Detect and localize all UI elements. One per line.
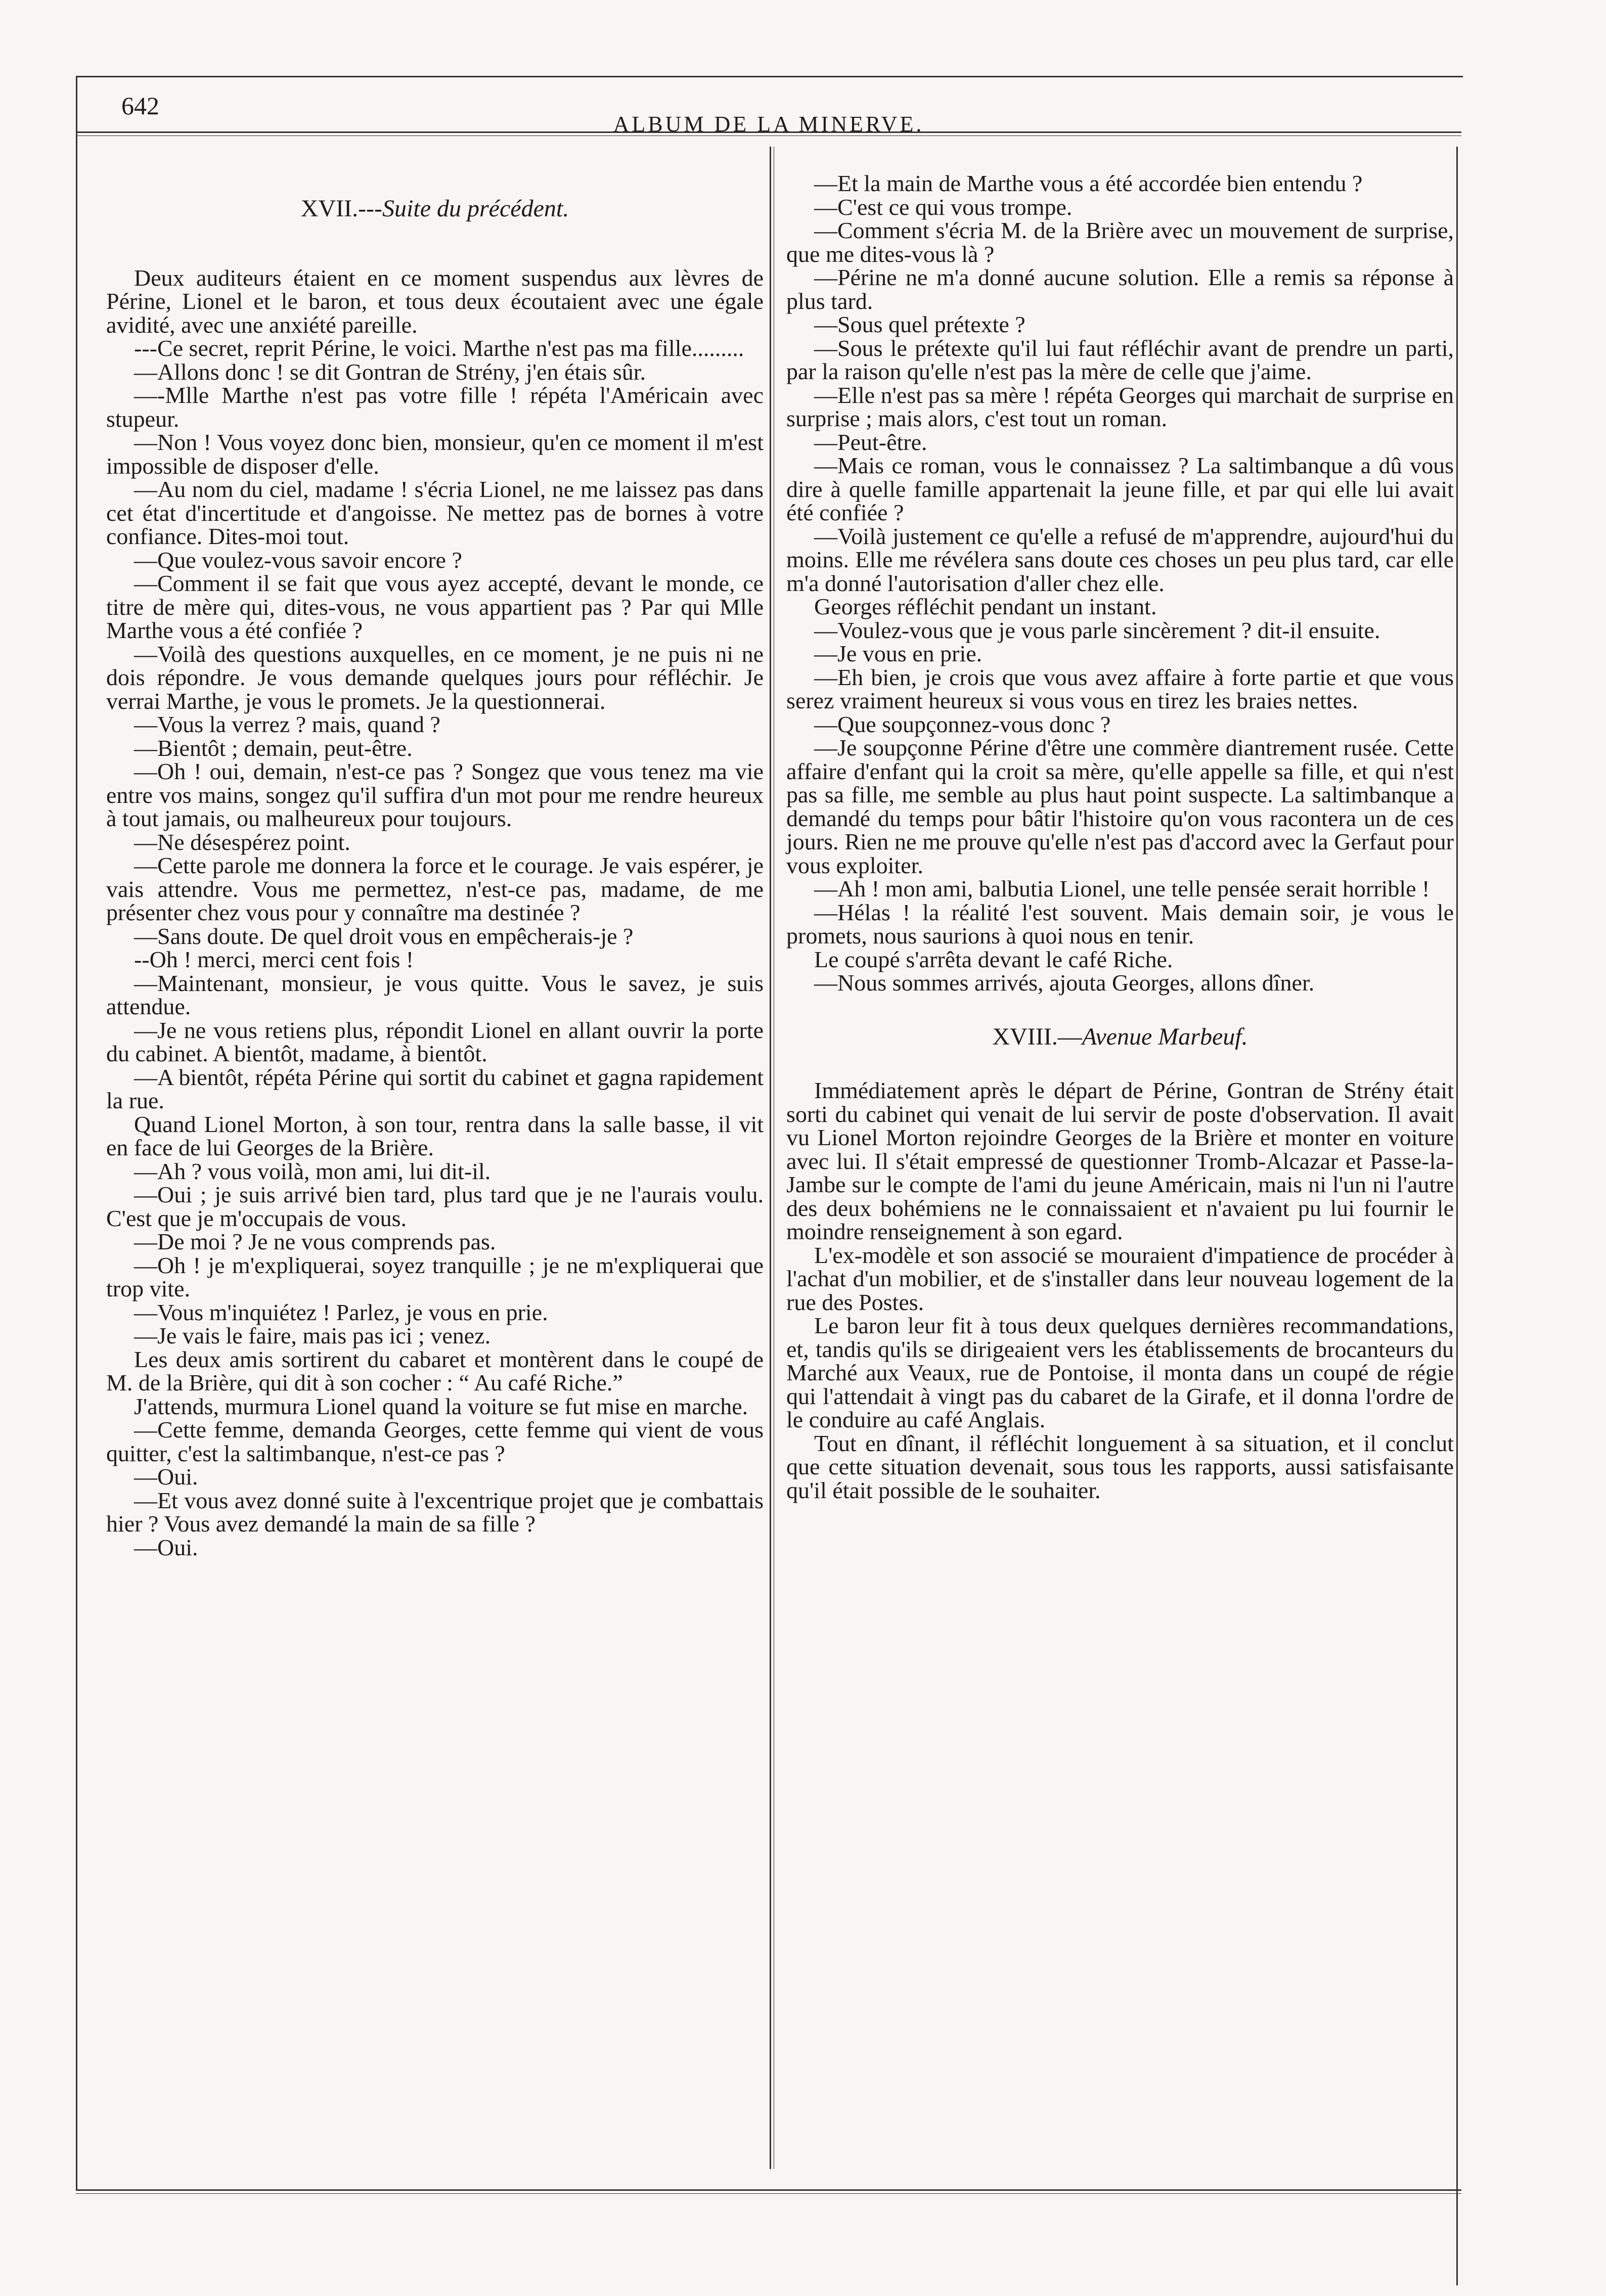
- paragraph: —Vous m'inquiétez ! Parlez, je vous en prie.: [134, 1299, 548, 1325]
- paragraph: —Oh ! oui, demain, n'est-ce pas ? Songez que vous tenez ma vie entre vos mains, songez qu'il suffira d'un mot pour me rendre heureux à tout jamais, ou malheureux pour toujours.: [106, 758, 764, 831]
- bottom-rule: [76, 2189, 1461, 2191]
- paragraph: —Je vous en prie.: [814, 641, 983, 666]
- paragraph: Tout en dînant, il réfléchit longuement à sa situation, et il conclut que cette situation devenait, sous tous les rapports, aussi satisfaisante qu'il était possible de le souhaiter.: [786, 1430, 1454, 1503]
- journal-title: ALBUM DE LA MINERVE.: [613, 112, 924, 137]
- paragraph: —Cette parole me donnera la force et le courage. Je vais espérer, je vais attendre. Vous me permettez, n'est-ce pas, madame, de me présenter chez vous pour y connaître ma destinée ?: [106, 852, 764, 925]
- section-subtitle: Avenue Marbeuf.: [1082, 1023, 1248, 1050]
- page-number: 642: [121, 92, 159, 120]
- paragraph: —Peut-être.: [814, 429, 927, 455]
- paragraph: Le baron leur fit à tous deux quelques dernières recommandations, et, tandis qu'ils se dirigeaient vers les établissements de brocanteurs du Marché aux Veaux, rue de Pontoise, il monta dans un coupé de régie qui l'attendait à vingt pas du cabaret de la Girafe, et il donna l'ordre de le conduire au café Anglais.: [786, 1313, 1454, 1432]
- paragraph: —Voulez-vous que je vous parle sincèrement ? dit-il ensuite.: [814, 617, 1380, 643]
- paragraph: —Eh bien, je crois que vous avez affaire à forte partie et que vous serez vraiment heureux si vous vous en tirez les braies nettes.: [786, 664, 1454, 713]
- section-number: XVIII.—: [992, 1023, 1082, 1050]
- paragraph: L'ex-modèle et son associé se mouraient d'impatience de procéder à l'achat d'un mobilier, et de s'installer dans leur nouveau logement de la rue des Postes.: [786, 1242, 1454, 1315]
- right-paragraphs-top: [786, 172, 1454, 995]
- paragraph: —Je vais le faire, mais pas ici ; venez.: [134, 1323, 491, 1348]
- paragraph: —Et la main de Marthe vous a été accordée bien entendu ?: [814, 170, 1363, 196]
- paragraph: Le coupé s'arrêta devant le café Riche.: [814, 946, 1173, 972]
- paragraph: —De moi ? Je ne vous comprends pas.: [134, 1229, 496, 1254]
- paragraph: —Je soupçonne Périne d'être une commère diantrement rusée. Cette affaire d'enfant qui la croit sa mère, qu'elle appelle sa fille, et qui n'est pas sa fille, me semble au plus haut point suspecte. La saltimbanque a demandé du temps pour bâtir l'histoire qu'on vous racontera un de ces jours. Rien ne me prouve qu'elle n'est pas d'accord avec la Gerfaut pour vous exploiter.: [786, 735, 1454, 878]
- paragraph: Georges réfléchit pendant un instant.: [814, 594, 1157, 619]
- paragraph: —Ah ! mon ami, balbutia Lionel, une telle pensée serait horrible !: [814, 876, 1430, 902]
- paragraph: —Oh ! je m'expliquerai, soyez tranquille ; je ne m'expliquerai que trop vite.: [106, 1252, 764, 1301]
- paragraph: J'attends, murmura Lionel quand la voiture se fut mise en marche.: [134, 1393, 748, 1419]
- paragraph: —C'est ce qui vous trompe.: [814, 194, 1073, 220]
- left-column: [106, 162, 764, 1559]
- paragraph: —Voilà des questions auxquelles, en ce moment, je ne puis ni ne dois répondre. Je vous demande quelques jours pour réfléchir. Je verrai Marthe, je vous le promets. Je la questionnerai.: [106, 641, 764, 714]
- paragraph: —Sans doute. De quel droit vous en empêcherais-je ?: [134, 923, 634, 949]
- header-rule: [76, 131, 1461, 133]
- paragraph: —Hélas ! la réalité l'est souvent. Mais demain soir, je vous le promets, nous saurions à quoi nous en tenir.: [786, 899, 1454, 949]
- section-number: XVII.---: [300, 195, 383, 222]
- paragraph: —Oui ; je suis arrivé bien tard, plus tard que je ne l'aurais voulu. C'est que je m'occupais de vous.: [106, 1182, 764, 1231]
- right-border-rule: [1456, 147, 1458, 2285]
- paragraph: —Cette femme, demanda Georges, cette femme qui vient de vous quitter, c'est la saltimbanque, n'est-ce pas ?: [106, 1417, 764, 1466]
- paragraph: —Et vous avez donné suite à l'excentrique projet que je combattais hier ? Vous avez demandé la main de sa fille ?: [106, 1487, 764, 1537]
- paragraph: —Que voulez-vous savoir encore ?: [134, 547, 462, 573]
- paragraph: —Ah ? vous voilà, mon ami, lui dit-il.: [134, 1158, 491, 1184]
- paragraph: —-Mlle Marthe n'est pas votre fille ! répéta l'Américain avec stupeur.: [106, 382, 764, 432]
- section-subtitle: Suite du précédent.: [382, 195, 569, 222]
- section-title-xviii: [786, 1025, 1454, 1049]
- paragraph: —Non ! Vous voyez donc bien, monsieur, qu'en ce moment il m'est impossible de disposer d'elle.: [106, 429, 764, 479]
- paragraph: —Nous sommes arrivés, ajouta Georges, allons dîner.: [814, 970, 1315, 996]
- paragraph: —Allons donc ! se dit Gontran de Strény, j'en étais sûr.: [134, 358, 646, 385]
- paragraph: Immédiatement après le départ de Périne, Gontran de Strény était sorti du cabinet qui venait de lui servir de poste d'observation. Il avait vu Lionel Morton rejoindre Georges de la Brière et monter en voiture avec lui. Il s'était empressé de questionner Tromb-Alcazar et Passe-la-Jambe sur le compte de l'ami du jeune Américain, mais ni l'un ni l'autre des deux bohémiens ne le connaissaient et n'avaient pu lui fournir le moindre renseignement à son egard.: [786, 1077, 1454, 1244]
- paragraph: —Mais ce roman, vous le connaissez ? La saltimbanque a dû vous dire à quelle famille appartenait la jeune fille, et par qui elle lui avait été confiée ?: [786, 453, 1454, 525]
- section-title-xvii: [106, 197, 764, 221]
- paragraph: —Vous la verrez ? mais, quand ?: [134, 711, 440, 737]
- right-paragraphs-bottom: [786, 1079, 1454, 1502]
- left-paragraphs: [106, 266, 764, 1560]
- paragraph: —Au nom du ciel, madame ! s'écria Lionel, ne me laissez pas dans cet état d'incertitude et d'angoisse. Ne mettez pas de bornes à votre confiance. Dites-moi tout.: [106, 476, 764, 549]
- paragraph: —Oui.: [134, 1534, 198, 1560]
- right-column: [786, 172, 1454, 1502]
- paragraph: —Je ne vous retiens plus, répondit Lionel en allant ouvrir la porte du cabinet. A bientôt, madame, à bientôt.: [106, 1017, 764, 1066]
- paragraph: —Périne ne m'a donné aucune solution. Elle a remis sa réponse à plus tard.: [786, 264, 1454, 314]
- column-divider: [770, 147, 771, 2169]
- paragraph: —A bientôt, répéta Périne qui sortit du cabinet et gagna rapidement la rue.: [106, 1064, 764, 1113]
- paragraph: —Bientôt ; demain, peut-être.: [134, 735, 413, 761]
- paragraph: —Sous le prétexte qu'il lui faut réfléchir avant de prendre un parti, par la raison qu'elle n'est pas la mère de celle que j'aime.: [786, 335, 1454, 384]
- paragraph: —Elle n'est pas sa mère ! répéta Georges qui marchait de surprise en surprise ; mais alors, c'est tout un roman.: [786, 382, 1454, 431]
- paragraph: —Oui.: [134, 1464, 198, 1490]
- paragraph: —Maintenant, monsieur, je vous quitte. Vous le savez, je suis attendue.: [106, 970, 764, 1019]
- paragraph: Quand Lionel Morton, à son tour, rentra dans la salle basse, il vit en face de lui Georges de la Brière.: [106, 1111, 764, 1160]
- paragraph: Deux auditeurs étaient en ce moment suspendus aux lèvres de Périne, Lionel et le baron, et tous deux écoutaient avec une égale avidité, avec une anxiété pareille.: [106, 264, 764, 338]
- bottom-rule-thin: [76, 2193, 1461, 2194]
- paragraph: --Oh ! merci, merci cent fois !: [134, 947, 414, 972]
- paragraph: —Comment il se fait que vous ayez accepté, devant le monde, ce titre de mère qui, dites-vous, ne vous appartient pas ? Par qui Mlle Marthe vous a été confiée ?: [106, 570, 764, 643]
- paragraph: —Sous quel prétexte ?: [814, 311, 1025, 337]
- paragraph: —Voilà justement ce qu'elle a refusé de m'apprendre, aujourd'hui du moins. Elle me révélera sans doute ces choses un peu plus tard, car elle m'a donné l'autorisation d'aller chez elle.: [786, 523, 1454, 596]
- paragraph: —Que soupçonnez-vous donc ?: [814, 711, 1111, 737]
- paragraph: —Ne désespérez point.: [134, 829, 350, 855]
- paragraph: ---Ce secret, reprit Périne, le voici. Marthe n'est pas ma fille.........: [134, 335, 744, 361]
- paragraph: Les deux amis sortirent du cabaret et montèrent dans le coupé de M. de la Brière, qui dit à son cocher : “ Au café Riche.”: [106, 1346, 764, 1395]
- paragraph: —Comment s'écria M. de la Brière avec un mouvement de surprise, que me dites-vous là ?: [786, 217, 1454, 267]
